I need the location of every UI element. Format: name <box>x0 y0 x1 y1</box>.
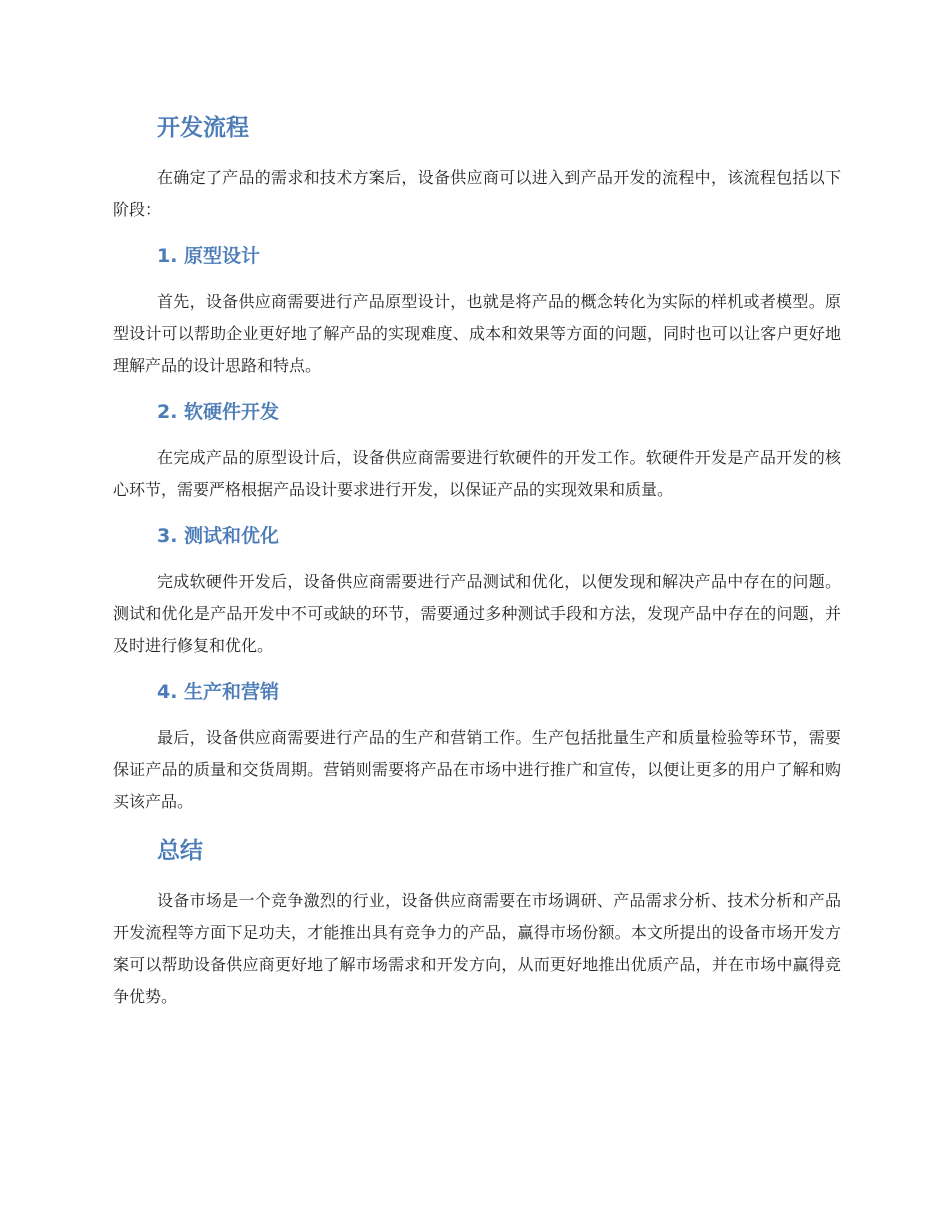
section-title-summary: 总结 <box>157 838 203 864</box>
stage-body-development: 在完成产品的原型设计后，设备供应商需要进行软硬件的开发工作。软硬件开发是产品开发的核心环节，需要严格根据产品设计要求进行开发，以保证产品的实现效果和质量。 <box>113 448 841 499</box>
stage-body-prototype: 首先，设备供应商需要进行产品原型设计，也就是将产品的概念转化为实际的样机或者模型。原型设计可以帮助企业更好地了解产品的实现难度、成本和效果等方面的问题，同时也可以让客户更好地理解产品的设计思路和特点。 <box>113 292 841 375</box>
stage-body-testing: 完成软硬件开发后，设备供应商需要进行产品测试和优化，以便发现和解决产品中存在的问题。测试和优化是产品开发中不可或缺的环节，需要通过多种测试手段和方法，发现产品中存在的问题，并及时进行修复和优化。 <box>113 572 841 655</box>
dev-process-intro: 在确定了产品的需求和技术方案后，设备供应商可以进入到产品开发的流程中，该流程包括以下阶段： <box>113 168 841 219</box>
summary-body: 设备市场是一个竞争激烈的行业，设备供应商需要在市场调研、产品需求分析、技术分析和产品开发流程等方面下足功夫，才能推出具有竞争力的产品，赢得市场份额。本文所提出的设备市场开发方案可以帮助设备供应商更好地了解市场需求和开发方向，从而更好地推出优质产品，并在市场中赢得竞争优势。 <box>113 891 841 1006</box>
section-title-dev-process: 开发流程 <box>157 115 249 141</box>
stage-body-production: 最后，设备供应商需要进行产品的生产和营销工作。生产包括批量生产和质量检验等环节，需要保证产品的质量和交货周期。营销则需要将产品在市场中进行推广和宣传，以便让更多的用户了解和购买该产品。 <box>113 728 841 811</box>
document-page <box>113 108 841 1013</box>
stage-title-testing: 3. 测试和优化 <box>157 525 280 547</box>
stage-title-production: 4. 生产和营销 <box>157 681 280 703</box>
stage-title-development: 2. 软硬件开发 <box>157 401 280 423</box>
stage-title-prototype: 1. 原型设计 <box>157 245 261 267</box>
